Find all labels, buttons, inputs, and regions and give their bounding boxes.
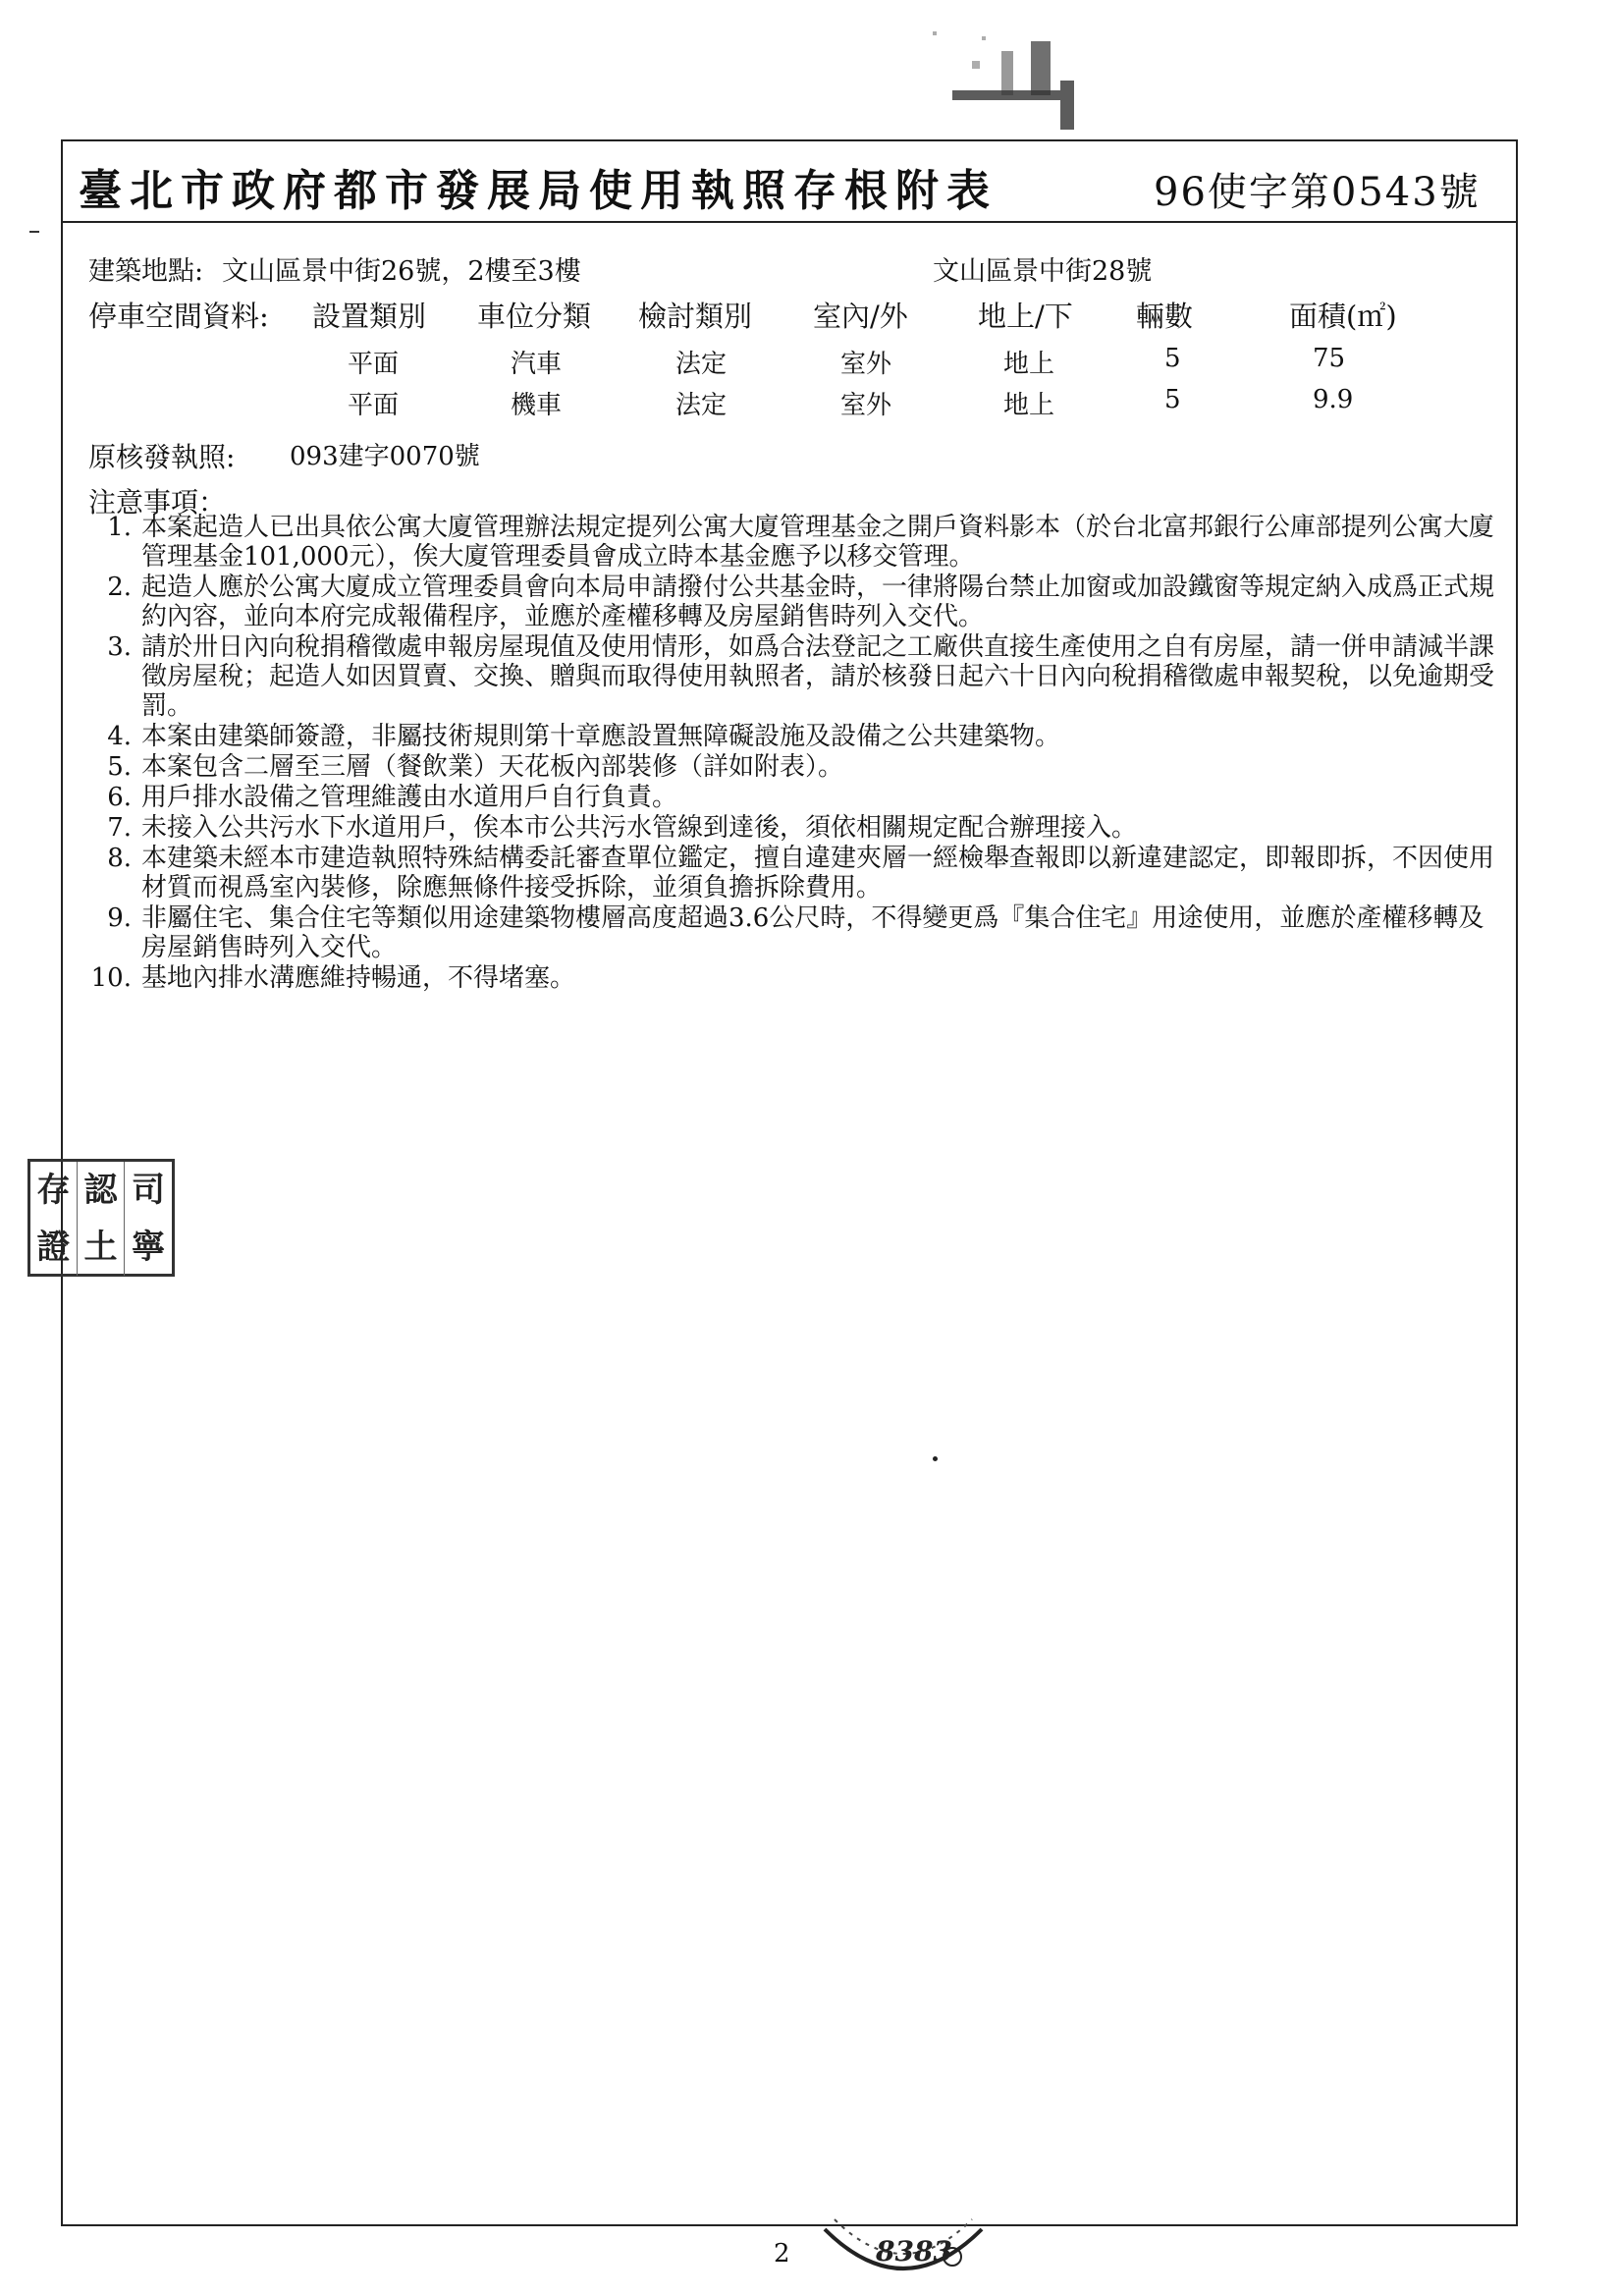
list-item: [88, 813, 1512, 843]
header-divider: [61, 221, 1518, 223]
note-number: 9.: [107, 903, 132, 933]
note-text: 起造人應於公寓大廈成立管理委員會向本局申請撥付公共基金時，一律將陽台禁止加窗或加設鐵窗等規定納入成爲正式規約內容，並向本府完成報備程序，並應於產權移轉及房屋銷售時列入交代。: [141, 573, 1495, 631]
parking-header-review-type: 檢討類別: [638, 300, 753, 333]
official-seal-icon: [27, 1159, 175, 1277]
page-title: 臺北市政府都市發展局使用執照存根附表: [79, 166, 998, 216]
note-number: 3.: [107, 632, 132, 662]
list-item: [88, 783, 1512, 812]
table-cell: 平面: [348, 350, 400, 379]
table-cell: 75: [1313, 344, 1346, 373]
note-number: 10.: [90, 963, 132, 993]
note-number: 4.: [107, 722, 132, 751]
address-value: 文山區景中街26號，2樓至3樓: [222, 256, 581, 287]
table-cell: 5: [1164, 385, 1181, 414]
original-license-value: 093建字0070號: [290, 442, 480, 471]
scan-speck: [933, 1456, 938, 1461]
parking-header-space-class: 車位分類: [477, 300, 592, 333]
parking-header-area: 面積(㎡): [1289, 300, 1397, 333]
seal-char: 司: [132, 1171, 165, 1210]
notes-list: [88, 513, 1512, 994]
document-number: 96使字第0543號: [1154, 170, 1481, 215]
note-number: 8.: [107, 844, 132, 873]
parking-header-setup-type: 設置類別: [312, 300, 427, 333]
list-item: [88, 573, 1512, 631]
address-value-secondary: 文山區景中街28號: [933, 256, 1153, 287]
margin-mark: [29, 231, 39, 233]
note-text: 本案起造人已出具依公寓大廈管理辦法規定提列公寓大廈管理基金之開戶資料影本（於台北富邦銀行公庫部提列公寓大廈管理基金101,000元），俟大廈管理委員會成立時本基金應予以移交管理。: [141, 513, 1495, 572]
note-text: 請於卅日內向稅捐稽徵處申報房屋現值及使用情形，如爲合法登記之工廠供直接生產使用之自有房屋，請一併申請減半課徵房屋稅；起造人如因買賣、交換、贈與而取得使用執照者，請於核發日起六十日內向稅捐稽徵處申報契稅，以免逾期受罰。: [141, 632, 1495, 721]
table-cell: 地上: [1003, 350, 1055, 379]
note-text: 基地內排水溝應維持暢通，不得堵塞。: [141, 963, 576, 993]
list-item: [88, 632, 1512, 721]
stamp-number: 8383: [876, 2235, 952, 2268]
table-cell: 室外: [840, 350, 892, 379]
table-cell: 5: [1164, 344, 1181, 373]
page-number: 2: [774, 2239, 790, 2269]
document-frame: [61, 139, 1518, 2226]
seal-char: 證: [30, 1219, 78, 1276]
list-item: [88, 903, 1512, 962]
table-cell: 地上: [1003, 391, 1055, 420]
bottom-stamp-icon: [815, 2200, 992, 2288]
table-cell: 法定: [675, 350, 728, 379]
list-item: [88, 752, 1512, 782]
note-number: 1.: [107, 513, 132, 542]
list-item: [88, 513, 1512, 572]
seal-char: 寧: [132, 1228, 165, 1267]
seal-char: 認: [78, 1162, 125, 1219]
note-text: 未接入公共污水下水道用戶，俟本市公共污水管線到達後，須依相關規定配合辦理接入。: [141, 813, 1138, 843]
note-text: 本案包含二層至三層（餐飲業）天花板內部裝修（詳如附表）。: [141, 752, 844, 782]
table-cell: 法定: [675, 391, 728, 420]
note-text: 用戶排水設備之管理維護由水道用戶自行負責。: [141, 783, 678, 812]
note-number: 6.: [107, 783, 132, 812]
original-license-label: 原核發執照:: [88, 441, 236, 473]
table-cell: 汽車: [511, 350, 563, 379]
parking-header-indoor-outdoor: 室內/外: [813, 300, 908, 333]
table-cell: 機車: [511, 391, 563, 420]
notes-heading: 注意事項：: [88, 486, 227, 519]
list-item: [88, 963, 1512, 993]
address-label: 建築地點:: [88, 256, 204, 287]
parking-label: 停車空間資料:: [88, 300, 269, 333]
parking-header-count: 輛數: [1136, 300, 1194, 333]
list-item: [88, 844, 1512, 902]
note-number: 7.: [107, 813, 132, 843]
note-number: 5.: [107, 752, 132, 782]
note-text: 本案由建築師簽證，非屬技術規則第十章應設置無障礙設施及設備之公共建築物。: [141, 722, 1061, 751]
table-cell: 室外: [840, 391, 892, 420]
note-text: 非屬住宅、集合住宅等類似用途建築物樓層高度超過3.6公尺時，不得變更爲『集合住宅』用途使用，並應於產權移轉及房屋銷售時列入交代。: [141, 903, 1484, 962]
parking-header-above-below: 地上/下: [978, 300, 1073, 333]
table-cell: 平面: [348, 391, 400, 420]
seal-char: 存: [30, 1162, 78, 1219]
seal-char: 土: [78, 1219, 125, 1276]
note-number: 2.: [107, 573, 132, 602]
note-text: 本建築未經本市建造執照特殊結構委託審查單位鑑定，擅自違建夾層一經檢舉查報即以新違建認定，即報即拆，不因使用材質而視爲室內裝修，除應無條件接受拆除，並須負擔拆除費用。: [141, 844, 1495, 902]
top-stamp-icon: [913, 22, 1080, 139]
table-cell: 9.9: [1313, 385, 1354, 414]
list-item: [88, 722, 1512, 751]
